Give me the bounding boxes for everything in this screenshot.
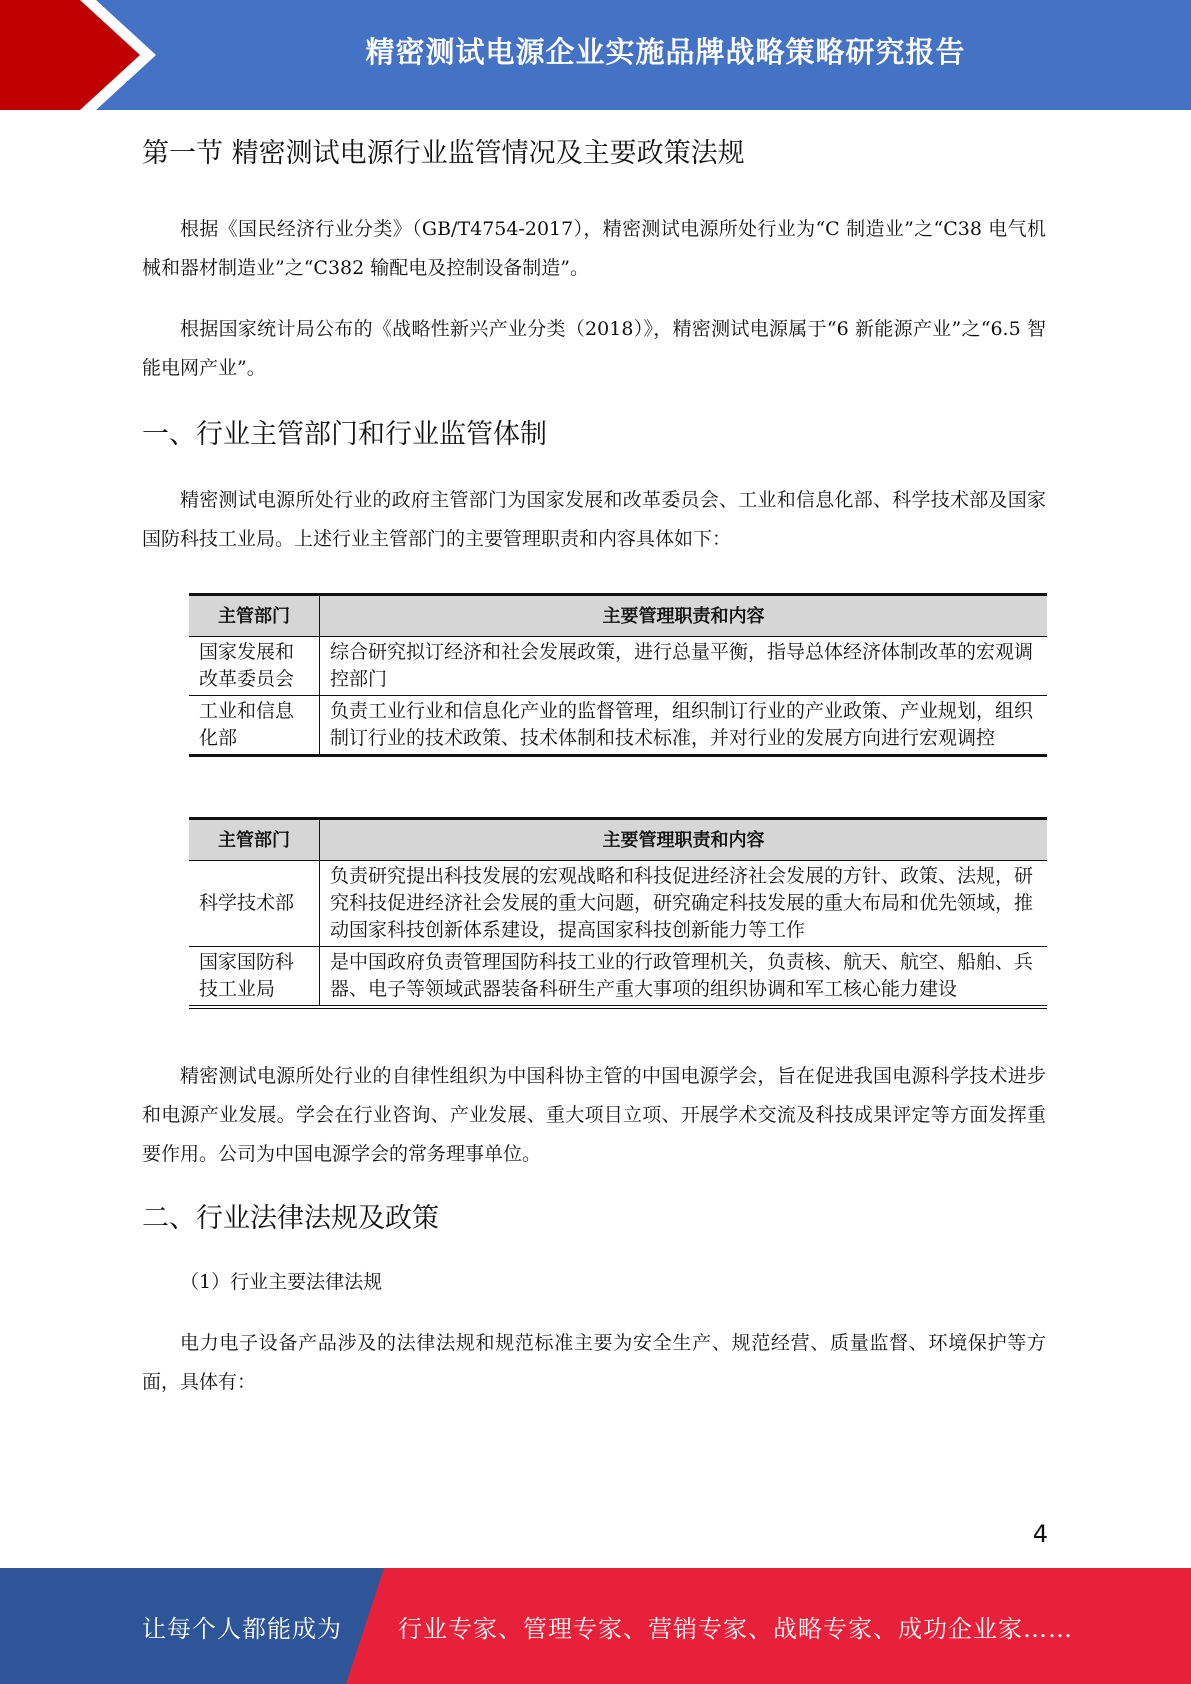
subsection-2-title: 二、行业法律法规及政策 [142,1203,439,1234]
subsection-2-item: （1）行业主要法律法规 [180,1271,383,1293]
section-paragraph-2: 根据国家统计局公布的《战略性新兴产业分类（2018）》，精密测试电源属于“6 新能源产业”之“6.5 智能电网产业”。 [142,318,1046,379]
association-paragraph: 精密测试电源所处行业的自律性组织为中国科协主管的中国电源学会，旨在促进我国电源科学技术进步和电源产业发展。学会在行业咨询、产业发展、重大项目立项、开展学术交流及科技成果评定等方面发挥重要作用。公司为中国电源学会的常务理事单位。 [142,1065,1046,1165]
authority-table-1 [189,593,1047,757]
duties-cell: 综合研究拟订经济和社会发展政策，进行总量平衡，指导总体经济体制改革的宏观调控部门 [320,637,1048,696]
duties-cell: 负责研究提出科技发展的宏观战略和科技促进经济社会发展的方针、政策、法规，研究科技促进经济社会发展的重大问题，研究确定科技发展的重大布局和优先领域，推动国家科技创新体系建设，提高国家科技创新能力等工作 [320,861,1048,947]
table-header-department: 主管部门 [189,819,320,861]
table-header-duties: 主要管理职责和内容 [320,819,1048,861]
table-header-row [189,819,1047,861]
page-header [0,0,1191,110]
subsection-1-paragraph: 精密测试电源所处行业的政府主管部门为国家发展和改革委员会、工业和信息化部、科学技术部及国家国防科技工业局。上述行业主管部门的主要管理职责和内容具体如下： [142,489,1046,550]
authority-table-2 [189,817,1047,1009]
page-footer [0,1568,1191,1684]
table-header-department: 主管部门 [189,595,320,637]
subsection-2-paragraph: 电力电子设备产品涉及的法律法规和规范标准主要为安全生产、规范经营、质量监督、环境保护等方面，具体有： [142,1332,1046,1393]
page-number: 4 [1032,1520,1048,1548]
table-row [189,861,1047,947]
department-cell: 国家发展和改革委员会 [189,637,320,696]
report-title: 精密测试电源企业实施品牌战略策略研究报告 [365,34,966,69]
table-header-row [189,595,1047,637]
page-content [142,125,1046,1402]
duties-cell: 负责工业行业和信息化产业的监督管理，组织制订行业的产业政策、产业规划，组织制订行业的技术政策、技术体制和技术标准，并对行业的发展方向进行宏观调控 [320,696,1048,756]
table-row [189,637,1047,696]
table-row [189,947,1047,1008]
section-paragraph-1: 根据《国民经济行业分类》（GB/T4754-2017），精密测试电源所处行业为“C 制造业”之“C38 电气机械和器材制造业”之“C382 输配电及控制设备制造”。 [142,218,1046,279]
subsection-1-title: 一、行业主管部门和行业监管体制 [142,419,547,450]
table-row [189,696,1047,756]
footer-slogan-left: 让每个人都能成为 [142,1614,342,1643]
department-cell: 国家国防科技工业局 [189,947,320,1008]
department-cell: 科学技术部 [189,861,320,947]
department-cell: 工业和信息化部 [189,696,320,756]
section-title: 第一节 精密测试电源行业监管情况及主要政策法规 [142,138,745,169]
footer-slogan-right: 行业专家、管理专家、营销专家、战略专家、成功企业家…… [398,1614,1073,1643]
table-header-duties: 主要管理职责和内容 [320,595,1048,637]
duties-cell: 是中国政府负责管理国防科技工业的行政管理机关，负责核、航天、航空、船舶、兵器、电子等领域武器装备科研生产重大事项的组织协调和军工核心能力建设 [320,947,1048,1008]
